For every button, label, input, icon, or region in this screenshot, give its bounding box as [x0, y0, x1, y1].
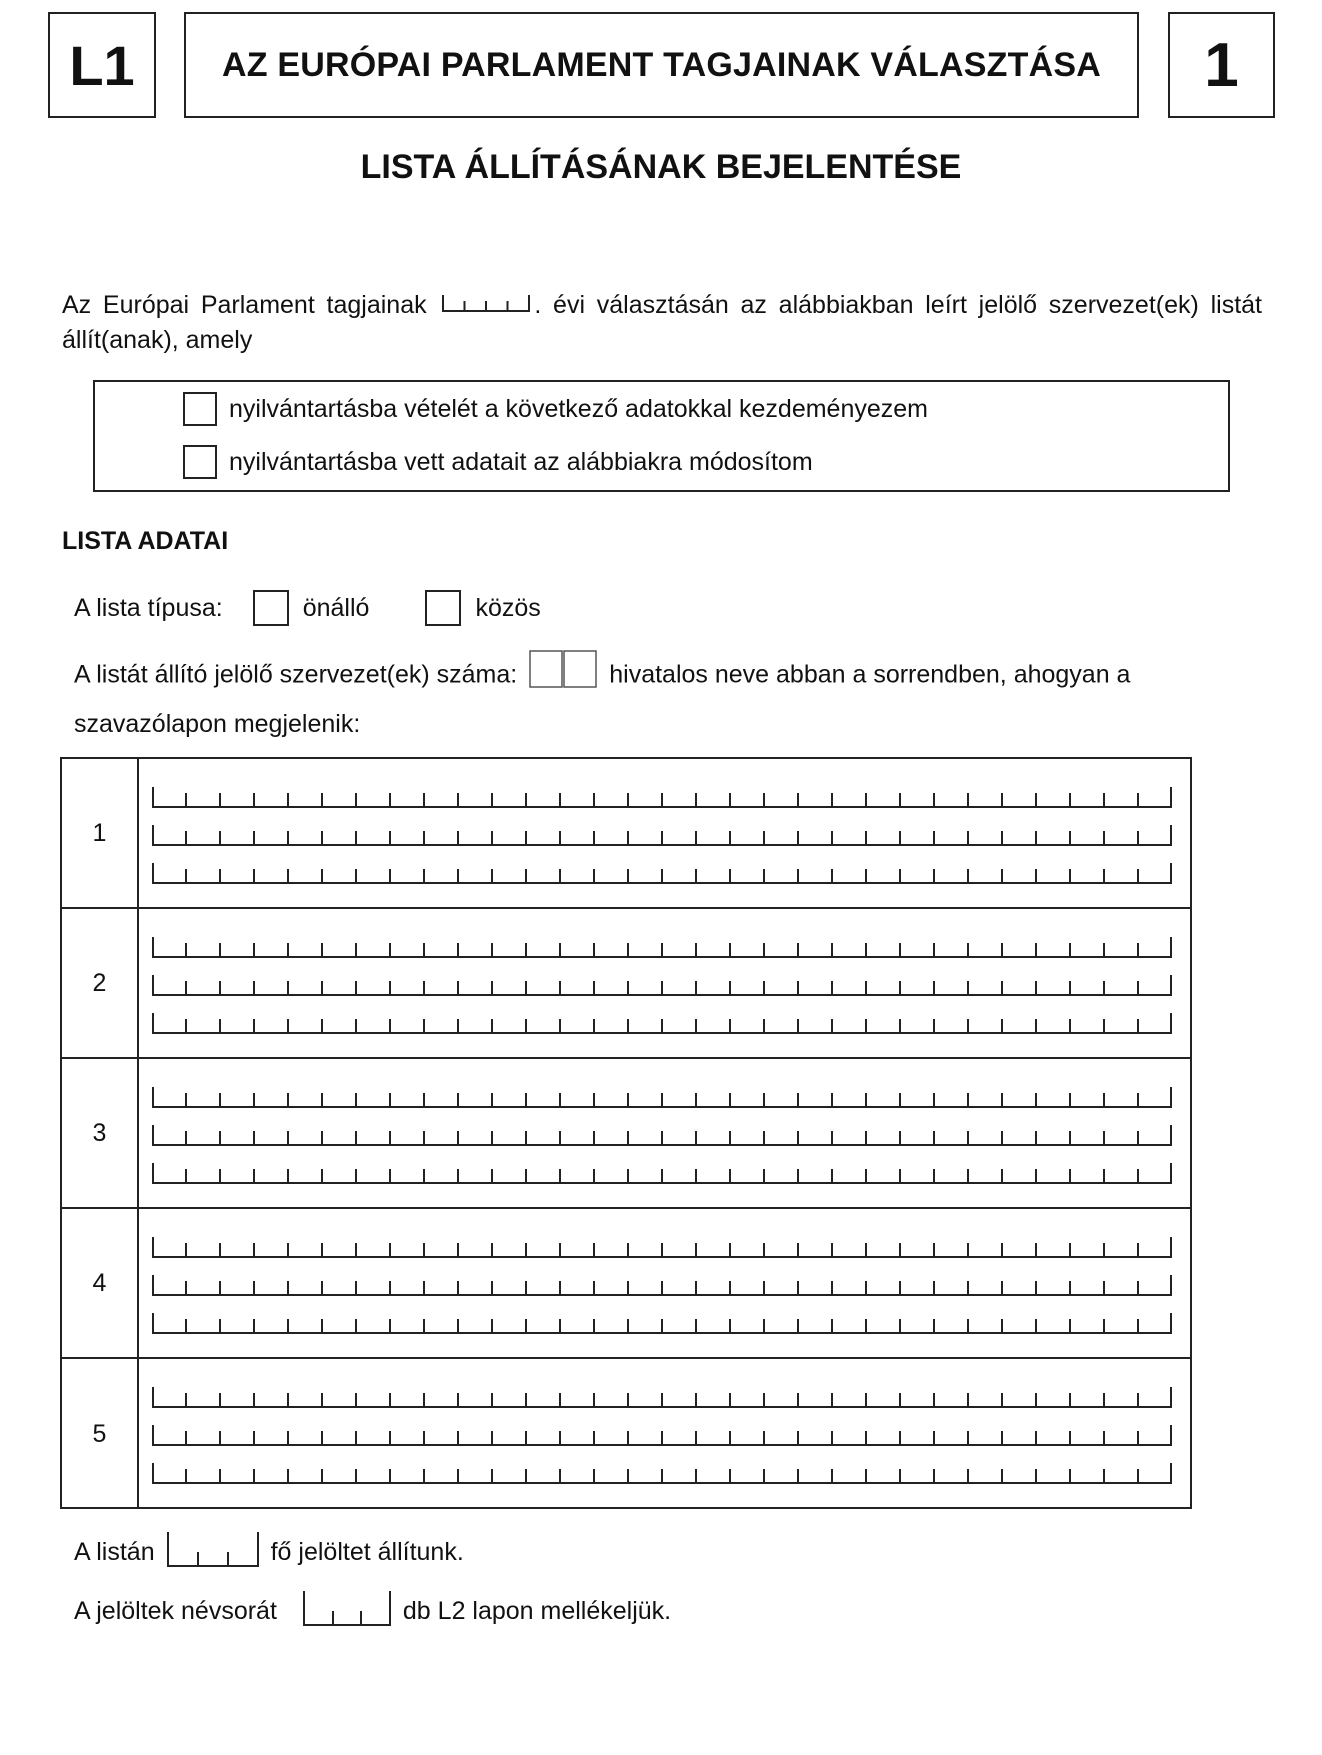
sheets-row	[74, 1589, 671, 1634]
org-count-label: A listát állító jelölő szervezet(ek) száma:	[74, 660, 518, 689]
list-type-row	[74, 590, 541, 626]
org-row	[62, 1359, 1190, 1509]
org-number: 3	[62, 1059, 139, 1207]
org-number: 1	[62, 759, 139, 907]
org-name-input[interactable]	[152, 1231, 1172, 1342]
org-name-input[interactable]	[152, 1081, 1172, 1192]
joint-checkbox[interactable]	[425, 590, 461, 626]
form-code: L1	[69, 33, 135, 97]
intro-text-after: . évi választásán az alábbiakban leírt jelölő szervezet(ek) listát állít(anak), amely	[62, 291, 1262, 354]
org-row	[62, 909, 1190, 1059]
sheets-count-input[interactable]	[303, 1589, 391, 1634]
org-row	[62, 759, 1190, 909]
independent-checkbox[interactable]	[253, 590, 289, 626]
intro-text-before: Az Európai Parlament tagjainak	[62, 291, 427, 319]
form-title-box	[184, 12, 1139, 118]
registration-options-box	[93, 380, 1230, 492]
organizations-table	[60, 757, 1192, 1509]
intro-paragraph	[62, 288, 1262, 358]
section-title: LISTA ADATAI	[62, 527, 229, 555]
sheets-label: A jelöltek névsorát	[74, 1597, 277, 1625]
org-count-label-after: hivatalos neve abban a sorrendben, ahogyan a szavazólapon megjelenik:	[74, 660, 1131, 738]
org-row	[62, 1059, 1190, 1209]
candidates-label: A listán	[74, 1538, 155, 1566]
sheets-label-after: db L2 lapon mellékeljük.	[402, 1597, 672, 1625]
page-number: 1	[1204, 30, 1239, 100]
year-input[interactable]	[442, 293, 530, 313]
form-title: AZ EURÓPAI PARLAMENT TAGJAINAK VÁLASZTÁSA	[222, 45, 1101, 84]
list-type-label: A lista típusa:	[74, 593, 223, 622]
candidates-count-input[interactable]	[167, 1530, 259, 1575]
form-code-box	[48, 12, 156, 118]
candidates-label-after: fő jelöltet állítunk.	[270, 1538, 464, 1566]
candidates-row	[74, 1530, 464, 1575]
modify-checkbox[interactable]	[183, 445, 217, 479]
option-register	[183, 392, 928, 426]
org-count-input[interactable]	[529, 650, 597, 702]
option-register-label: nyilvántartásba vételét a következő adatokkal kezdeményezem	[229, 394, 928, 423]
org-name-input[interactable]	[152, 781, 1172, 892]
org-number: 2	[62, 909, 139, 1057]
org-number: 5	[62, 1359, 139, 1509]
org-row	[62, 1209, 1190, 1359]
org-name-input[interactable]	[152, 931, 1172, 1042]
org-count-row	[74, 650, 1174, 746]
org-name-input[interactable]	[152, 1381, 1172, 1492]
form-subtitle: LISTA ÁLLÍTÁSÁNAK BEJELENTÉSE	[360, 148, 962, 186]
option-modify-label: nyilvántartásba vett adatait az alábbiakra módosítom	[229, 447, 813, 476]
option-modify	[183, 445, 813, 479]
page-number-box	[1168, 12, 1275, 118]
org-number: 4	[62, 1209, 139, 1357]
independent-label: önálló	[302, 593, 370, 622]
register-checkbox[interactable]	[183, 392, 217, 426]
joint-label: közös	[475, 593, 541, 622]
